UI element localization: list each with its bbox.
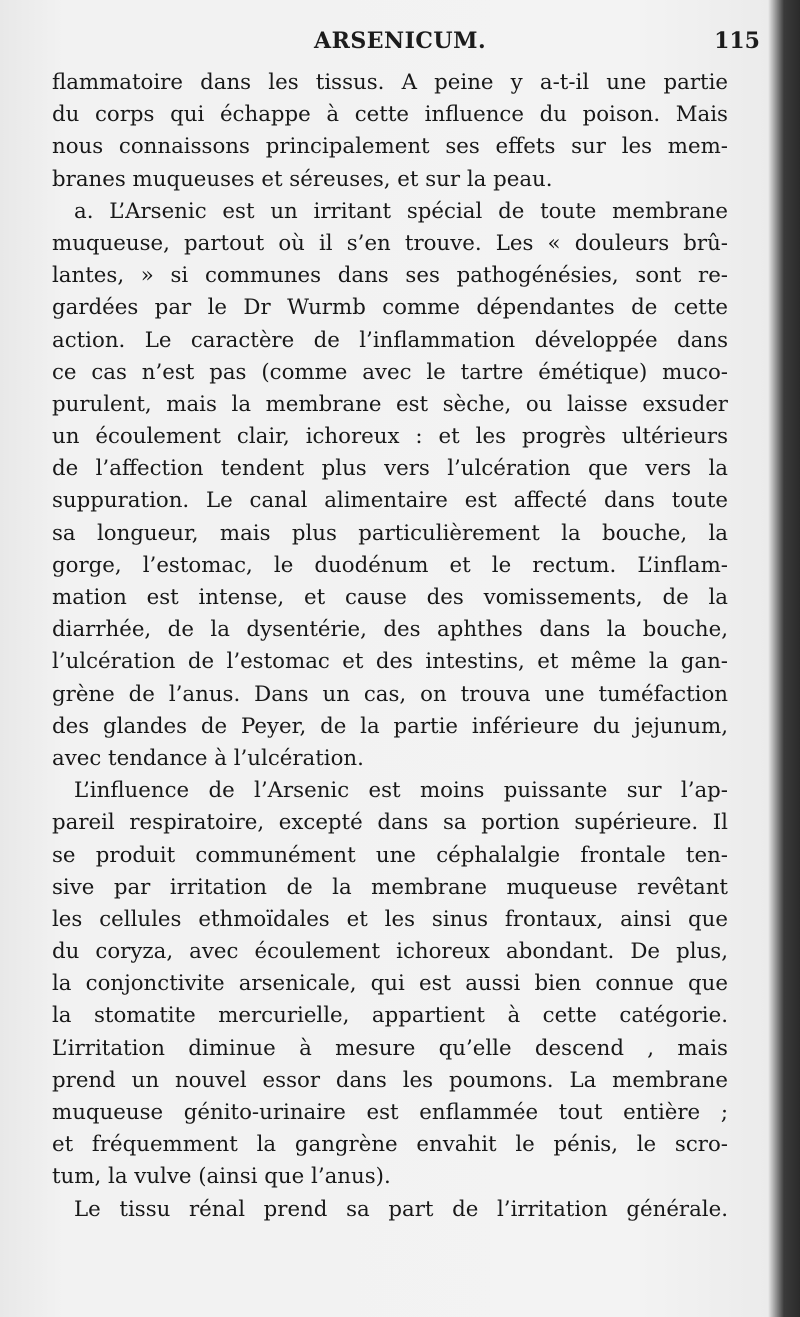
text-line: branes muqueuses et séreuses, et sur la peau. [52, 166, 553, 192]
page-number: 115 [714, 28, 760, 54]
text-line: mation est intense, et cause des vomissements, de la [52, 585, 728, 610]
body-text [52, 67, 728, 1226]
text-line: muqueuse génito-urinaire est enflammée tout entière ; [52, 1100, 728, 1125]
text-line: grène de l’anus. Dans un cas, on trouva une tuméfaction [52, 681, 728, 707]
running-head [0, 22, 800, 62]
text-line: lantes, » si communes dans ses pathogénésies, sont re- [52, 263, 728, 289]
text-line: sive par irritation de la membrane muqueuse revêtant [52, 874, 728, 900]
text-line: du coryza, avec écoulement ichoreux abondant. De plus, [52, 939, 728, 965]
text-line: gorge, l’estomac, le duodénum et le rectum. L’inflam- [52, 552, 728, 578]
text-line: action. Le caractère de l’inflammation développée dans [52, 327, 728, 353]
text-line: la conjonctivite arsenicale, qui est aussi bien connue que [52, 971, 728, 997]
running-title: ARSENICUM. [314, 28, 487, 54]
text-line: a. L’Arsenic est un irritant spécial de toute membrane [74, 198, 728, 224]
text-line: suppuration. Le canal alimentaire est affecté dans toute [52, 488, 728, 514]
text-line: du corps qui échappe à cette influence du poison. Mais [52, 102, 728, 128]
text-line: ce cas n’est pas (comme avec le tartre émétique) muco- [52, 359, 728, 385]
text-line: des glandes de Peyer, de la partie inférieure du jejunum, [52, 713, 728, 739]
text-line: de l’affection tendent plus vers l’ulcération que vers la [52, 456, 728, 482]
text-line: l’ulcération de l’estomac et des intestins, et même la gan- [52, 649, 728, 675]
text-line: la stomatite mercurielle, appartient à cette catégorie. [52, 1003, 728, 1029]
text-line: avec tendance à l’ulcération. [52, 745, 364, 771]
text-line: L’irritation diminue à mesure qu’elle descend , mais [52, 1035, 728, 1061]
text-line: muqueuse, partout où il s’en trouve. Les « douleurs brû- [52, 230, 728, 256]
text-line: se produit communément une céphalalgie frontale ten- [52, 842, 728, 868]
text-line: gardées par le Dr Wurmb comme dépendantes de cette [52, 295, 728, 321]
text-line: Le tissu rénal prend sa part de l’irritation générale. [74, 1196, 728, 1222]
text-line: L’influence de l’Arsenic est moins puissante sur l’ap- [74, 778, 728, 804]
text-line: pareil respiratoire, excepté dans sa portion supérieure. Il [52, 810, 728, 836]
text-line: flammatoire dans les tissus. A peine y a-t-il une partie [52, 70, 728, 95]
text-line: diarrhée, de la dysentérie, des aphthes dans la bouche, [52, 617, 728, 643]
text-line: tum, la vulve (ainsi que l’anus). [52, 1164, 391, 1190]
text-line: sa longueur, mais plus particulièrement la bouche, la [52, 520, 728, 546]
text-line: prend un nouvel essor dans les poumons. La membrane [52, 1067, 728, 1093]
text-line: et fréquemment la gangrène envahit le pénis, le scro- [52, 1132, 728, 1158]
text-line: purulent, mais la membrane est sèche, ou laisse exsuder [52, 391, 728, 417]
text-line: nous connaissons principalement ses effets sur les mem- [52, 134, 728, 160]
text-line: les cellules ethmoïdales et les sinus frontaux, ainsi que [52, 906, 728, 932]
text-line: un écoulement clair, ichoreux : et les progrès ultérieurs [52, 424, 728, 450]
